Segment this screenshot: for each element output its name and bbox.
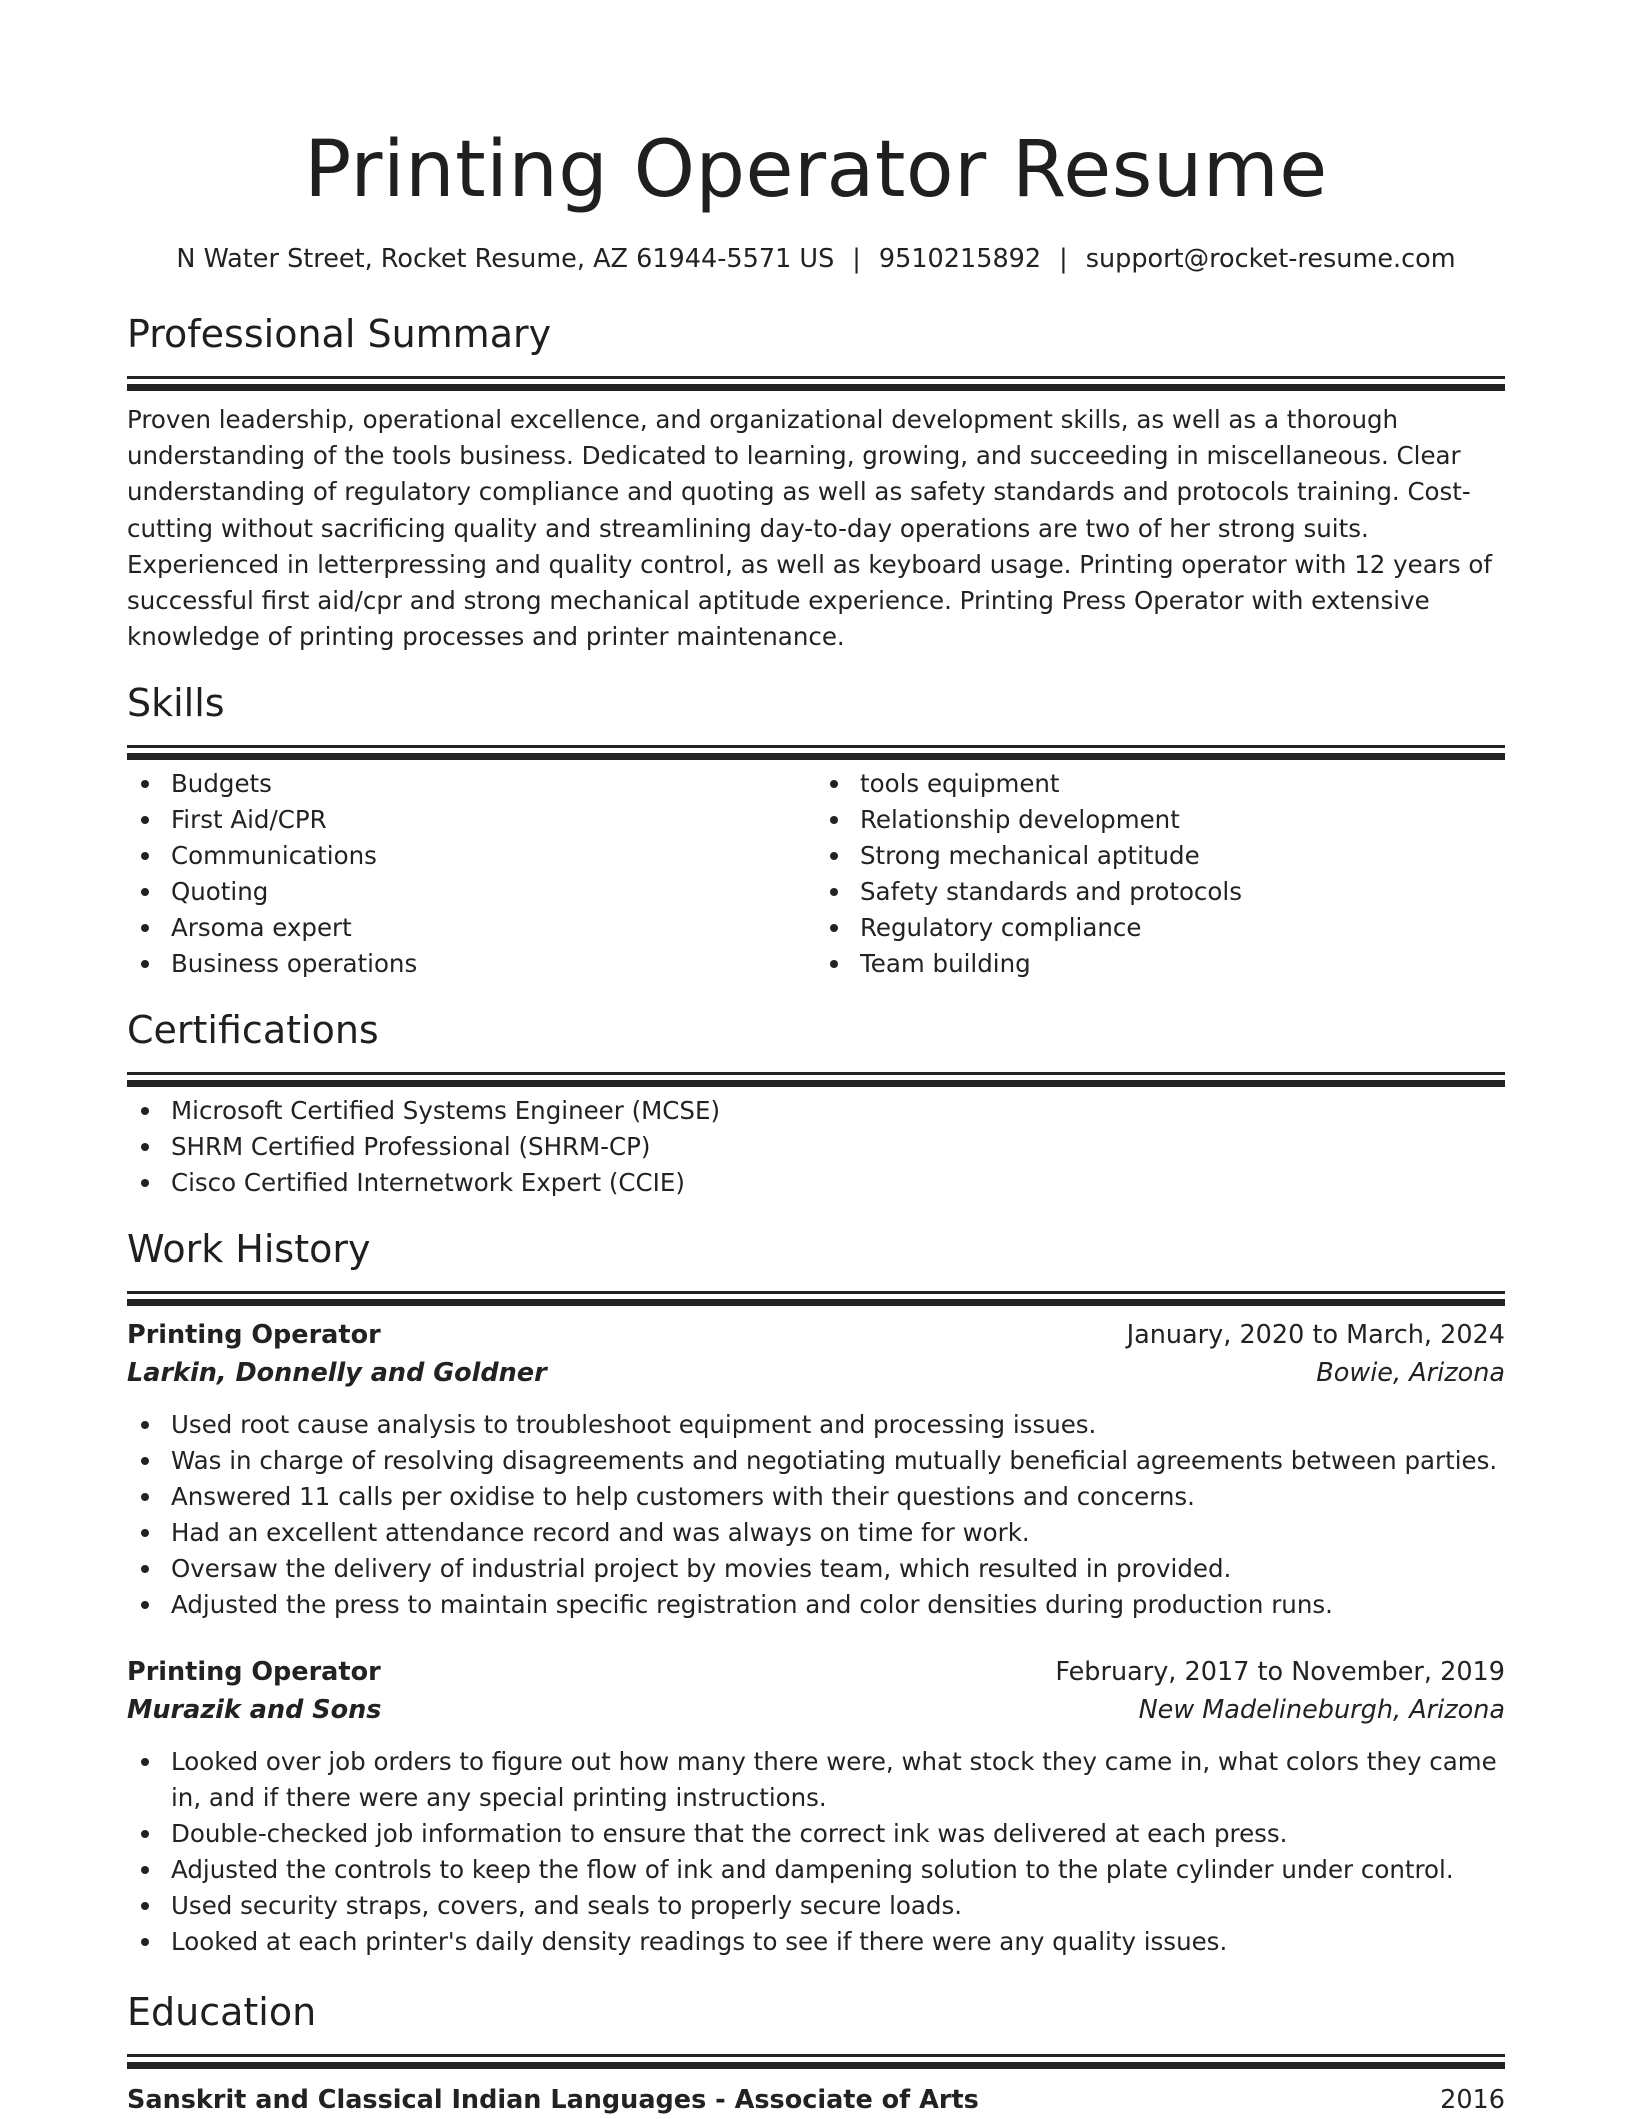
section-divider [127, 745, 1505, 748]
section-heading-education: Education [127, 1990, 317, 2035]
section-heading-summary: Professional Summary [127, 312, 552, 356]
certifications-list [127, 1093, 1505, 1201]
job-bullets [127, 1744, 1505, 1960]
job-title: Printing Operator [127, 1320, 381, 1351]
skill-item: tools equipment [816, 766, 1505, 802]
skill-item: Relationship development [816, 802, 1505, 838]
skill-item: First Aid/CPR [127, 802, 816, 838]
education-degree: Sanskrit and Classical Indian Languages - Associate of Arts [127, 2085, 979, 2116]
job-bullet: Answered 11 calls per oxidise to help customers with their questions and concerns. [127, 1479, 1505, 1515]
job-bullet: Had an excellent attendance record and was always on time for work. [127, 1515, 1505, 1551]
job-dates: February, 2017 to November, 2019 [1055, 1657, 1505, 1688]
resume-title: Printing Operator Resume [304, 125, 1328, 215]
job-subheader [127, 1691, 1505, 1729]
section-divider [127, 1072, 1505, 1075]
skills-section [127, 679, 1505, 982]
contact-address: N Water Street, Rocket Resume, AZ 61944-5571 US [176, 244, 835, 274]
section-divider [127, 2054, 1505, 2057]
job-bullet: Adjusted the controls to keep the flow of ink and dampening solution to the plate cylinder under control. [127, 1852, 1505, 1888]
section-heading-skills: Skills [127, 681, 225, 726]
job-location: New Madelineburgh, Arizona [1138, 1695, 1505, 1726]
skill-item: Safety standards and protocols [816, 874, 1505, 910]
skills-list-left [127, 766, 816, 982]
skill-item: Team building [816, 946, 1505, 982]
job-location: Bowie, Arizona [1316, 1358, 1505, 1389]
section-heading-certifications: Certifications [127, 1008, 379, 1053]
education-year: 2016 [1440, 2085, 1505, 2116]
job-bullet: Adjusted the press to maintain specific registration and color densities during production runs. [127, 1587, 1505, 1623]
skills-grid [127, 766, 1505, 982]
job-subheader [127, 1354, 1505, 1392]
certification-item: SHRM Certified Professional (SHRM-CP) [127, 1129, 1505, 1165]
contact-separator: | [852, 244, 861, 274]
skill-item: Regulatory compliance [816, 910, 1505, 946]
work-section [127, 1225, 1505, 1960]
skill-item: Communications [127, 838, 816, 874]
job-bullet: Used root cause analysis to troubleshoot equipment and processing issues. [127, 1407, 1505, 1443]
summary-text: Proven leadership, operational excellence, and organizational development skills, as well as a thorough understanding of the tools business. Dedicated to learning, growing, and succeeding in miscellaneous. Clear understanding of regulatory compliance and quoting as well as safety standards and protocols training. Cost-cutting without sacrificing quality and streamlining day-to-day operations are two of her strong suits. Experienced in letterpressing and quality control, as well as keyboard usage. Printing operator with 12 years of successful first aid/cpr and strong mechanical aptitude experience. Printing Press Operator with extensive knowledge of printing processes and printer maintenance. [127, 405, 1492, 652]
summary-section [127, 310, 1505, 655]
skill-item: Budgets [127, 766, 816, 802]
job-entry [127, 1316, 1505, 1623]
contact-separator: | [1059, 244, 1068, 274]
section-heading-work: Work History [127, 1227, 371, 1272]
contact-line [127, 242, 1505, 276]
skill-item: Strong mechanical aptitude [816, 838, 1505, 874]
skill-item: Quoting [127, 874, 816, 910]
section-divider [127, 1291, 1505, 1294]
section-divider [127, 376, 1505, 379]
job-bullet: Was in charge of resolving disagreements and negotiating mutually beneficial agreements between parties. [127, 1443, 1505, 1479]
job-company: Larkin, Donnelly and Goldner [127, 1358, 547, 1389]
job-bullet: Looked over job orders to figure out how many there were, what stock they came in, what colors they came in, and if there were any special printing instructions. [127, 1744, 1505, 1816]
job-header [127, 1316, 1505, 1354]
contact-email: support@rocket-resume.com [1085, 244, 1456, 274]
job-title: Printing Operator [127, 1657, 381, 1688]
job-bullet: Double-checked job information to ensure that the correct ink was delivered at each press. [127, 1816, 1505, 1852]
certification-item: Cisco Certified Internetwork Expert (CCIE) [127, 1165, 1505, 1201]
job-company: Murazik and Sons [127, 1695, 382, 1726]
skills-list-right [816, 766, 1505, 982]
job-bullet: Oversaw the delivery of industrial project by movies team, which resulted in provided. [127, 1551, 1505, 1587]
job-bullet: Used security straps, covers, and seals to properly secure loads. [127, 1888, 1505, 1924]
job-bullet: Looked at each printer's daily density readings to see if there were any quality issues. [127, 1924, 1505, 1960]
certification-item: Microsoft Certified Systems Engineer (MCSE) [127, 1093, 1505, 1129]
job-bullets [127, 1407, 1505, 1623]
skill-item: Business operations [127, 946, 816, 982]
job-dates: January, 2020 to March, 2024 [1126, 1320, 1505, 1351]
education-section [127, 1988, 1505, 2119]
education-entry [127, 2081, 1505, 2119]
certifications-section [127, 1006, 1505, 1201]
skill-item: Arsoma expert [127, 910, 816, 946]
job-entry [127, 1653, 1505, 1960]
job-header [127, 1653, 1505, 1691]
contact-phone: 9510215892 [878, 244, 1042, 274]
